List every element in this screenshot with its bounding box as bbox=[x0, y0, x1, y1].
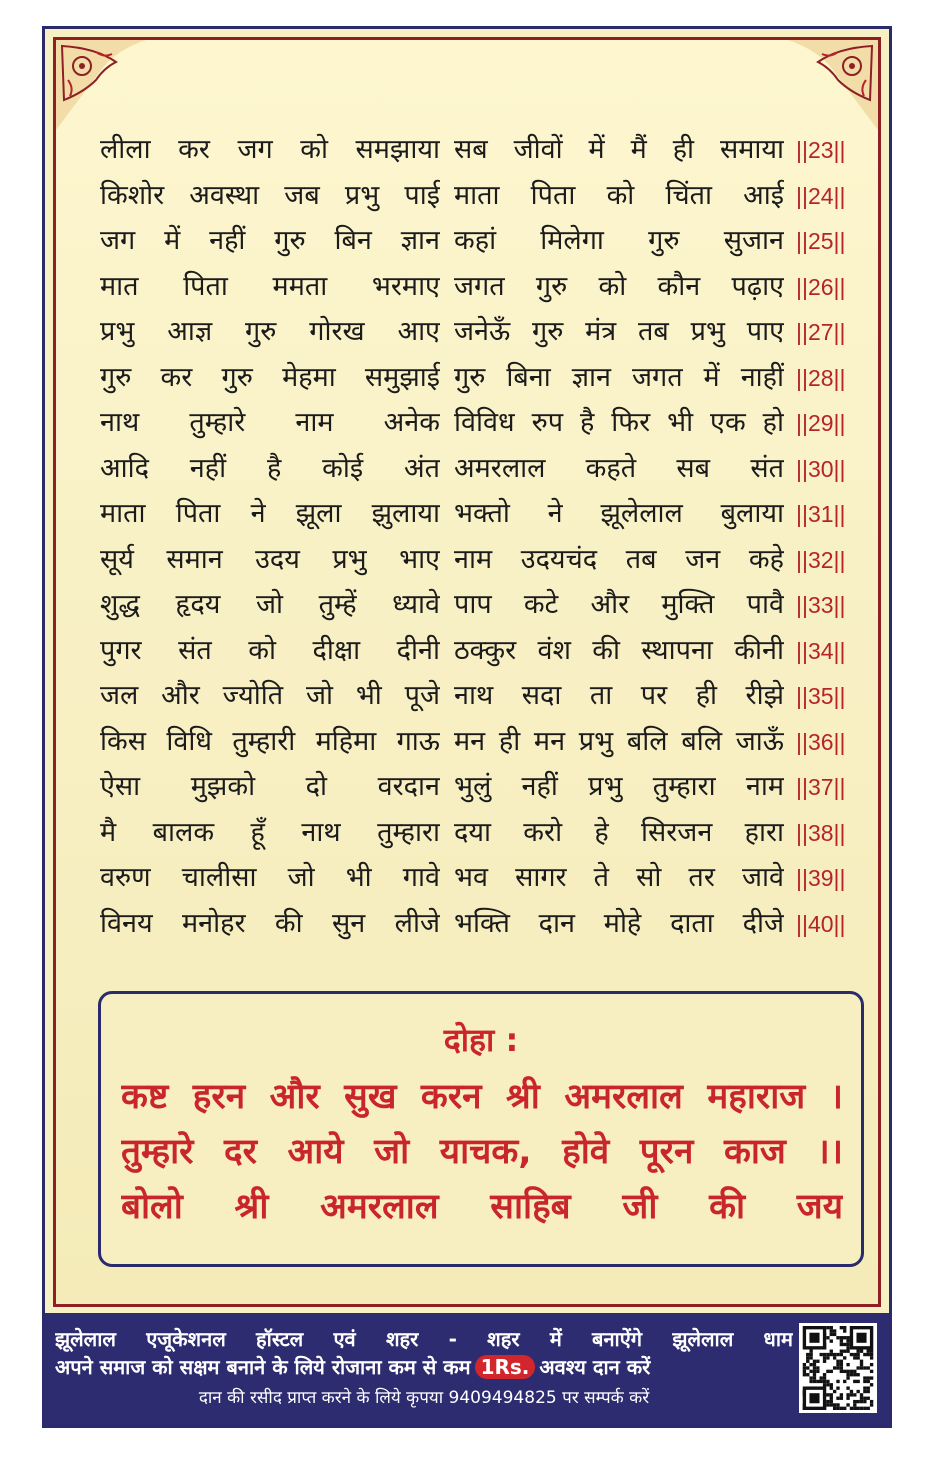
verse-first-half: जल और ज्योति जो भी पूजे bbox=[100, 680, 440, 711]
verse-number: ||29|| bbox=[796, 410, 846, 436]
verse-number: ||28|| bbox=[796, 364, 846, 391]
verse-second-half: पाप कटे और मुक्ति पावै bbox=[454, 589, 784, 620]
verse-row bbox=[100, 583, 870, 629]
verse-second-half: अमरलाल कहते सब संत bbox=[454, 452, 784, 484]
verse-number: ||37|| bbox=[796, 774, 846, 800]
verse-first-half: किस विधि तुम्हारी महिमा गाऊ bbox=[100, 725, 440, 757]
doha-line: कष्ट हरन और सुख करन श्री अमरलाल महाराज । bbox=[121, 1077, 843, 1117]
verse-row bbox=[100, 720, 870, 766]
verse-row bbox=[100, 674, 870, 720]
verse-first-half: मै बालक हूँ नाथ तुम्हारा bbox=[100, 816, 440, 848]
donation-amount-badge: 1Rs. bbox=[475, 1355, 536, 1379]
verse-second-half: भक्ति दान मोहे दाता दीजे bbox=[454, 907, 784, 939]
verse-first-half: आदि नहीं है कोई अंत bbox=[100, 452, 440, 484]
verse-number: ||32|| bbox=[796, 546, 846, 573]
verse-second-half: मन ही मन प्रभु बलि बलि जाऊँ bbox=[454, 725, 784, 757]
verse-frame bbox=[53, 37, 881, 1307]
verse-list bbox=[100, 128, 870, 947]
verse-second-half: जनेऊँ गुरु मंत्र तब प्रभु पाए bbox=[454, 316, 784, 347]
verse-first-half: माता पिता ने झूला झुलाया bbox=[100, 498, 440, 529]
verse-second-half: दया करो हे सिरजन हारा bbox=[454, 816, 784, 848]
verse-second-half: भव सागर ते सो तर जावे bbox=[454, 862, 784, 893]
verse-number: ||24|| bbox=[796, 182, 846, 209]
verse-row bbox=[100, 492, 870, 538]
verse-first-half: विनय मनोहर की सुन लीजे bbox=[100, 907, 440, 939]
footer-appeal-text-end: अवश्य दान करें bbox=[539, 1355, 651, 1379]
verse-first-half: जग में नहीं गुरु बिन ज्ञान bbox=[100, 225, 440, 256]
verse-number: ||30|| bbox=[796, 455, 846, 482]
corner-ornament-icon bbox=[788, 40, 878, 130]
verse-second-half: भक्तो ने झूलेलाल बुलाया bbox=[454, 498, 784, 529]
verse-number: ||35|| bbox=[796, 683, 846, 709]
verse-number: ||23|| bbox=[796, 137, 846, 163]
verse-first-half: ऐसा मुझको दो वरदान bbox=[100, 771, 440, 802]
verse-first-half: वरुण चालीसा जो भी गावे bbox=[100, 862, 440, 893]
verse-row bbox=[100, 447, 870, 493]
verse-second-half: माता पिता को चिंता आई bbox=[454, 179, 784, 211]
verse-number: ||27|| bbox=[796, 319, 846, 345]
qr-code-icon[interactable] bbox=[799, 1323, 877, 1413]
verse-row bbox=[100, 538, 870, 584]
footer-headline: झूलेलाल एजूकेशनल हॉस्टल एवं शहर - शहर में बनाऐंगे झूलेलाल धाम bbox=[55, 1327, 793, 1351]
verse-row bbox=[100, 856, 870, 902]
doha-title: दोहा : bbox=[443, 1021, 519, 1059]
verse-second-half: जगत गुरु को कौन पढ़ाए bbox=[454, 270, 784, 302]
verse-second-half: सब जीवों में मैं ही समाया bbox=[454, 134, 784, 165]
verse-first-half: गुरु कर गुरु मेहमा समुझाई bbox=[100, 361, 440, 393]
verse-second-half: गुरु बिना ज्ञान जगत में नाहीं bbox=[454, 361, 784, 393]
footer-appeal-text: अपने समाज को सक्षम बनाने के लिये रोजाना कम से कम bbox=[55, 1355, 471, 1379]
verse-second-half: विविध रुप है फिर भी एक हो bbox=[454, 407, 784, 438]
chalisa-page bbox=[42, 26, 892, 1428]
verse-row bbox=[100, 401, 870, 447]
verse-first-half: नाथ तुम्हारे नाम अनेक bbox=[100, 407, 440, 438]
verse-number: ||25|| bbox=[796, 228, 846, 254]
verse-row bbox=[100, 128, 870, 174]
verse-row bbox=[100, 265, 870, 311]
doha-box bbox=[98, 991, 864, 1267]
verse-row bbox=[100, 219, 870, 265]
verse-row bbox=[100, 765, 870, 811]
verse-second-half: ठक्कुर वंश की स्थापना कीनी bbox=[454, 634, 784, 666]
verse-first-half: पुगर संत को दीक्षा दीनी bbox=[100, 634, 440, 666]
verse-first-half: शुद्ध हृदय जो तुम्हें ध्यावे bbox=[100, 589, 440, 620]
verse-second-half: भुलुं नहीं प्रभु तुम्हारा नाम bbox=[454, 771, 784, 802]
verse-second-half: कहां मिलेगा गुरु सुजान bbox=[454, 225, 784, 256]
footer-contact: दान की रसीद प्राप्त करने के लिये कृपया 9409494825 पर सम्पर्क करें bbox=[198, 1388, 650, 1408]
verse-second-half: नाम उदयचंद तब जन कहे bbox=[454, 543, 784, 575]
verse-row bbox=[100, 902, 870, 948]
verse-number: ||38|| bbox=[796, 819, 846, 846]
verse-number: ||33|| bbox=[796, 592, 846, 618]
verse-number: ||36|| bbox=[796, 728, 846, 755]
verse-first-half: मात पिता ममता भरमाए bbox=[100, 270, 440, 302]
verse-row bbox=[100, 811, 870, 857]
verse-first-half: किशोर अवस्था जब प्रभु पाई bbox=[100, 179, 440, 211]
doha-line: तुम्हारे दर आये जो याचक, होवे पूरन काज ।। bbox=[121, 1132, 843, 1172]
corner-ornament-icon bbox=[56, 40, 146, 130]
footer-donation-appeal bbox=[55, 1353, 793, 1380]
verse-number: ||40|| bbox=[796, 910, 846, 937]
verse-row bbox=[100, 174, 870, 220]
verse-row bbox=[100, 310, 870, 356]
verse-first-half: लीला कर जग को समझाया bbox=[100, 134, 440, 165]
verse-first-half: सूर्य समान उदय प्रभु भाए bbox=[100, 543, 440, 575]
footer-banner bbox=[45, 1313, 889, 1425]
verse-row bbox=[100, 356, 870, 402]
verse-number: ||39|| bbox=[796, 865, 846, 891]
verse-number: ||34|| bbox=[796, 637, 846, 664]
verse-number: ||26|| bbox=[796, 273, 846, 300]
verse-first-half: प्रभु आज्ञ गुरु गोरख आए bbox=[100, 316, 440, 347]
verse-second-half: नाथ सदा ता पर ही रीझे bbox=[454, 680, 784, 711]
verse-row bbox=[100, 629, 870, 675]
verse-number: ||31|| bbox=[796, 501, 846, 527]
doha-line: बोलो श्री अमरलाल साहिब जी की जय bbox=[121, 1187, 843, 1227]
